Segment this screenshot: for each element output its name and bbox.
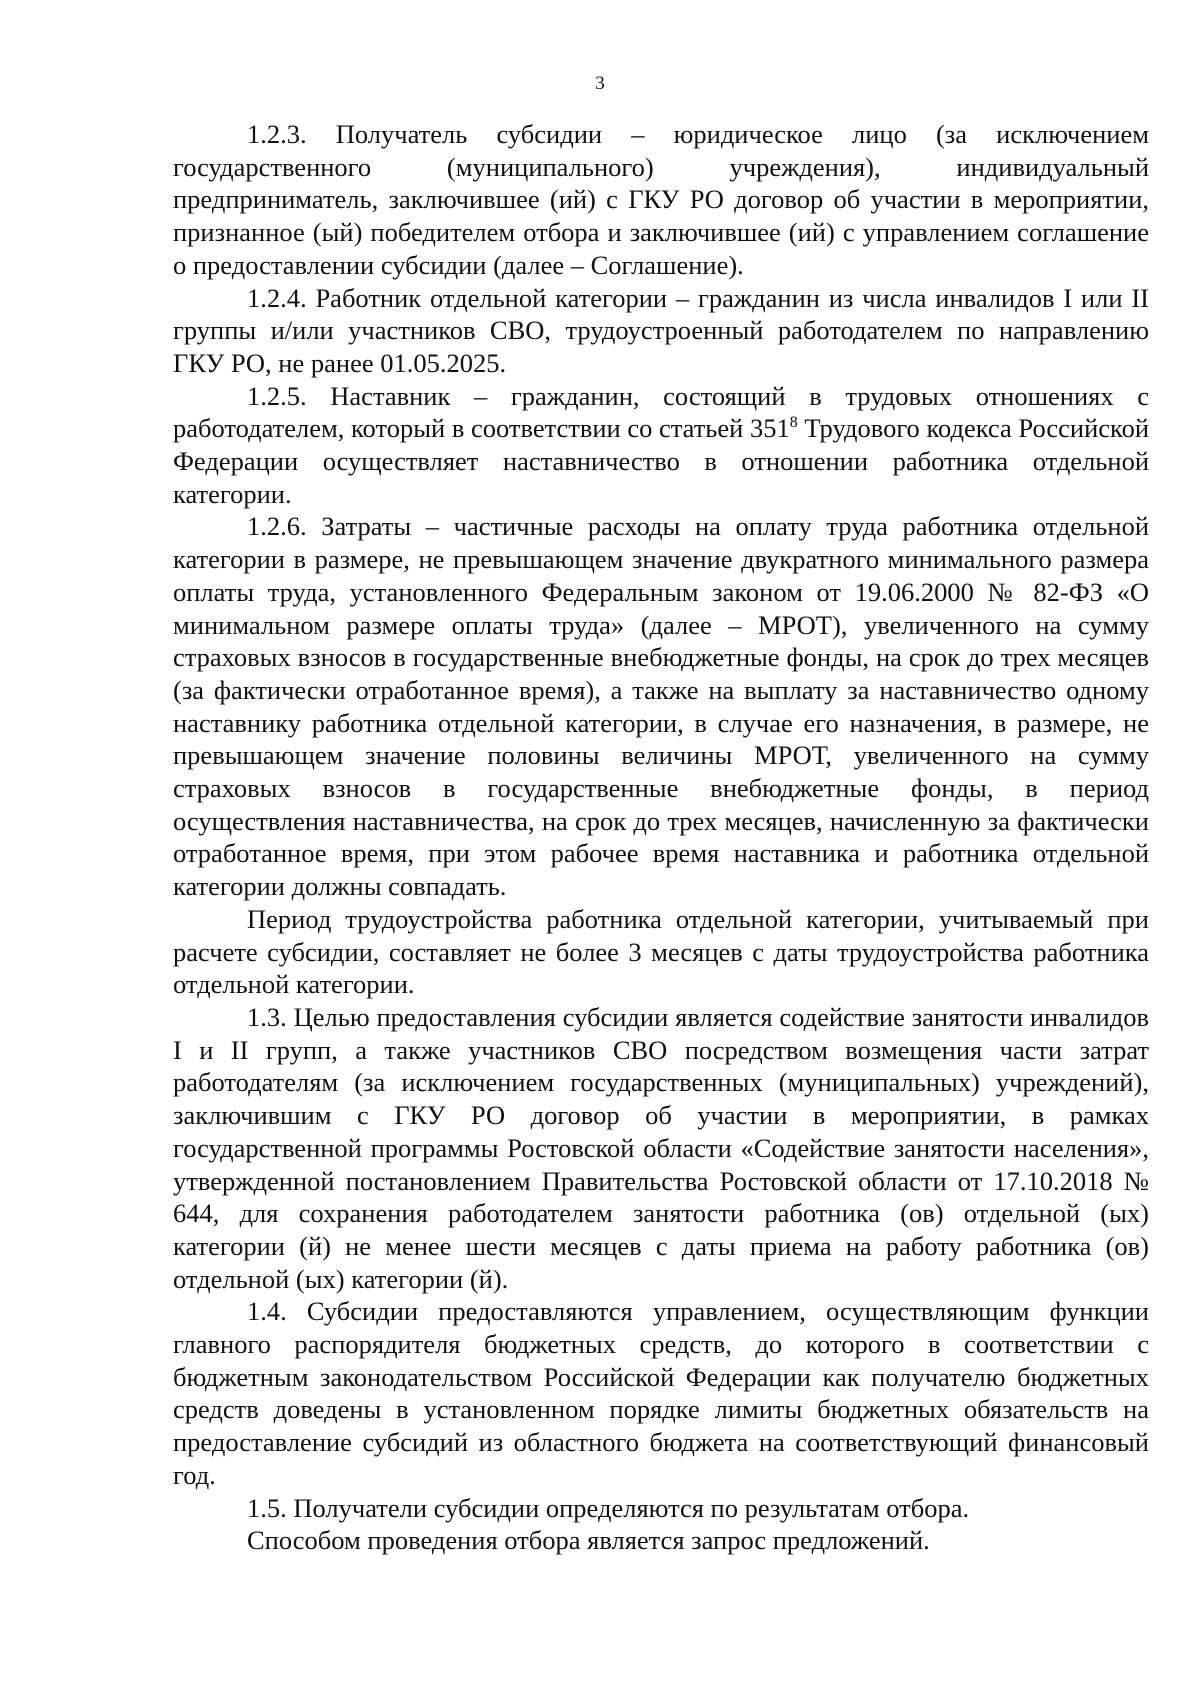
paragraph-1-5: 1.5. Получатели субсидии определяются по результатам отбора.	[247, 1492, 970, 1523]
page-number: 3	[595, 73, 605, 94]
paragraph-1-3: 1.3. Целью предоставления субсидии является содействие занятости инвалидов I и II групп, а также участников СВО посредством возмещения части затрат работодателям (за исключением государственных (муниципальных) учреждений), заключившим с ГКУ РО договор об участии в мероприятии, в рамках государственной программы Ростовской области «Содействие занятости населения», утвержденной постановлением Правительства Ростовской области от 17.10.2018 № 644, для сохранения работодателем занятости работника (ов) отдельной (ых) категории (й) не менее шести месяцев с даты приема на работу работника (ов) отдельной (ых) категории (й).	[173, 1001, 1149, 1294]
document-body	[173, 118, 1149, 1557]
paragraph-1-2-4: 1.2.4. Работник отдельной категории – гражданин из числа инвалидов I или II группы и/или участников СВО, трудоустроенный работодателем по направлению ГКУ РО, не ранее 01.05.2025.	[173, 282, 1149, 378]
paragraph-1-2-5-text-start: 1.2.5. Наставник – гражданин, состоящий в трудовых отношениях с работодателем, который в соответствии со статьей 351	[173, 380, 1149, 444]
paragraph-employment-period: Период трудоустройства работника отдельной категории, учитываемый при расчете субсидии, составляет не более 3 месяцев с даты трудоустройства работника отдельной категории.	[173, 903, 1149, 1000]
paragraph-1-2-6: 1.2.6. Затраты – частичные расходы на оплату труда работника отдельной категории в размере, не превышающем значение двукратного минимального размера оплаты труда, установленного Федеральным законом от 19.06.2000 № 82-ФЗ «О минимальном размере оплаты труда» (далее – МРОТ), увеличенного на сумму страховых взносов в государственные внебюджетные фонды, на срок до трех месяцев (за фактически отработанное время), а также на выплату за наставничество одному наставнику работника отдельной категории, в случае его назначения, в размере, не превышающем значение половины величины МРОТ, увеличенного на сумму страховых взносов в государственные внебюджетные фонды, в период осуществления наставничества, на срок до трех месяцев, начисленную за фактически отработанное время, при этом рабочее время наставника и работника отдельной категории должны совпадать.	[173, 511, 1149, 902]
paragraph-1-2-3: 1.2.3. Получатель субсидии – юридическое лицо (за исключением государственного (муниципального) учреждения), индивидуальный предприниматель, заключившее (ий) с ГКУ РО договор об участии в мероприятии, признанное (ый) победителем отбора и заключившее (ий) с управлением соглашение о предоставлении субсидии (далее – Соглашение).	[173, 119, 1149, 280]
paragraph-1-2-5	[173, 380, 1149, 511]
paragraph-1-4: 1.4. Субсидии предоставляются управлением, осуществляющим функции главного распорядителя бюджетных средств, до которого в соответствии с бюджетным законодательством Российской Федерации как получателю бюджетных средств доведены в установленном порядке лимиты бюджетных обязательств на предоставление субсидий из областного бюджета на соответствующий финансовый год.	[173, 1296, 1149, 1490]
article-superscript: 8	[789, 414, 798, 432]
paragraph-selection-method: Способом проведения отбора является запрос предложений.	[247, 1525, 930, 1556]
paragraph-1-2-5-text-end: Трудового кодекса Российской Федерации осуществляет наставничество в отношении работника отдельной категории.	[173, 413, 1149, 509]
